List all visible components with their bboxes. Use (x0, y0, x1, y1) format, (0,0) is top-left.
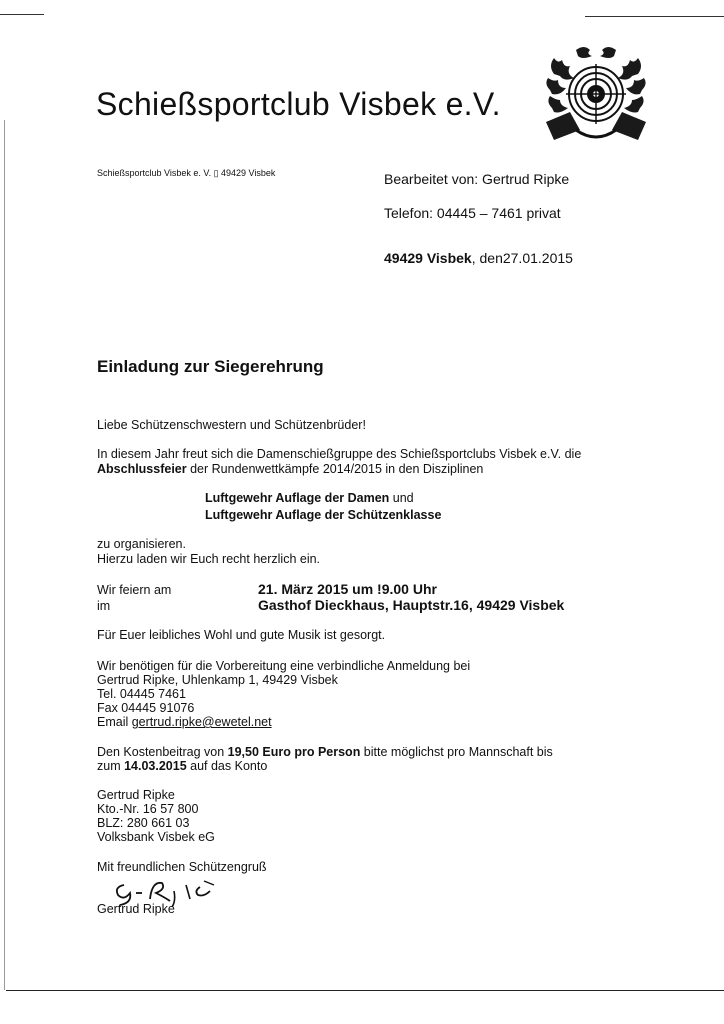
signer-name: Gertrud Ripke (97, 902, 175, 916)
fee-line-2 (97, 759, 267, 774)
intro-line-1: In diesem Jahr freut sich die Damenschießgruppe des Schießsportclubs Visbek e.V. die (97, 447, 582, 461)
intro-line-2 (97, 462, 483, 477)
organization-title: Schießsportclub Visbek e.V. (96, 86, 501, 122)
fee-line2-pre: zum (97, 759, 125, 773)
email-label: Email (97, 715, 132, 729)
fee-pre: Den Kostenbeitrag von (97, 745, 228, 759)
fee-line-1 (97, 745, 553, 760)
fee-amount: 19,50 Euro pro Person (227, 745, 361, 759)
fee-post: bitte möglichst pro Mannschaft bis (360, 745, 553, 759)
event-label-date: Wir feiern am (97, 583, 172, 597)
care-line: Für Euer leibliches Wohl und gute Musik ist gesorgt. (97, 628, 386, 642)
registration-fax: Fax 04445 91076 (97, 701, 195, 715)
registration-tel: Tel. 04445 7461 (97, 687, 186, 701)
closing-line: Mit freundlichen Schützengruß (97, 860, 267, 874)
organize-line-2: Hierzu laden wir Euch recht herzlich ein. (97, 552, 321, 566)
club-emblem-target-icon (540, 44, 652, 144)
registration-email-line (97, 715, 272, 730)
bank-name: Volksbank Visbek eG (97, 830, 215, 844)
registration-address: Gertrud Ripke, Uhlenkamp 1, 49429 Visbek (97, 673, 338, 687)
bank-account: Kto.-Nr. 16 57 800 (97, 802, 199, 816)
discipline-2: Luftgewehr Auflage der Schützenklasse (205, 508, 442, 522)
email-link[interactable]: gertrud.ripke@ewetel.net (131, 715, 272, 729)
event-label-place: im (97, 599, 111, 613)
registration-line-1: Wir benötigen für die Vorbereitung eine verbindliche Anmeldung bei (97, 659, 471, 673)
salutation: Liebe Schützenschwestern und Schützenbrüder! (97, 418, 366, 432)
left-margin-rule (4, 120, 5, 990)
discipline-1-bold: Luftgewehr Auflage der Damen (205, 491, 390, 505)
date-value: , den27.01.2015 (471, 250, 573, 266)
processed-by: Bearbeitet von: Gertrud Ripke (384, 171, 570, 187)
bank-holder: Gertrud Ripke (97, 788, 175, 802)
top-right-rule (585, 16, 724, 17)
fee-line2-post: auf das Konto (186, 759, 268, 773)
sender-address-line: Schießsportclub Visbek e. V. ▯ 49429 Visbek (97, 168, 276, 178)
letter-heading: Einladung zur Siegerehrung (97, 357, 324, 376)
intro-rest: der Rundenwettkämpfe 2014/2015 in den Disziplinen (186, 462, 484, 476)
event-date-value: 21. März 2015 um !9.00 Uhr (258, 581, 437, 597)
discipline-1-rest: und (389, 491, 414, 505)
discipline-1 (205, 490, 414, 507)
event-place-value: Gasthof Dieckhaus, Hauptstr.16, 49429 Visbek (258, 597, 565, 613)
fee-deadline: 14.03.2015 (124, 759, 187, 773)
organize-line-1: zu organisieren. (97, 537, 186, 551)
intro-bold: Abschlussfeier (97, 462, 187, 476)
phone-line: Telefon: 04445 – 7461 privat (384, 205, 561, 221)
bank-blz: BLZ: 280 661 03 (97, 816, 190, 830)
date-place: 49429 Visbek (384, 250, 472, 266)
bottom-rule (6, 990, 724, 991)
date-line (384, 250, 573, 266)
top-left-rule (0, 14, 44, 15)
